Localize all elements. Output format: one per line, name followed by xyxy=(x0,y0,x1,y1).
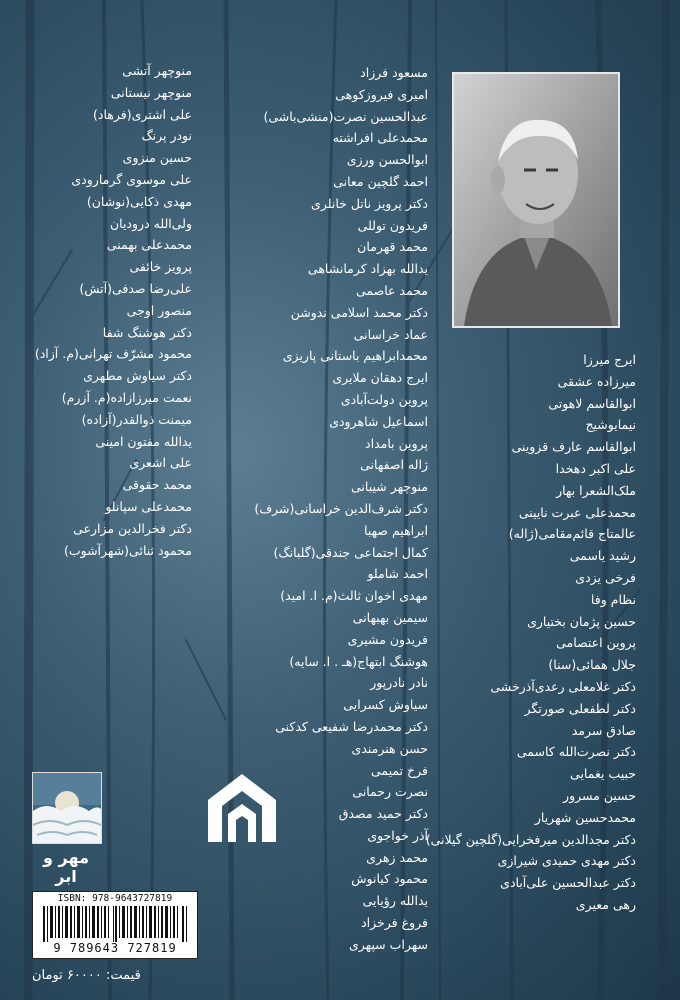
list-item: اسماعیل شاهرودی xyxy=(329,413,428,429)
publisher-name: مهر و ابر xyxy=(43,848,89,886)
list-item: ایرج میرزا xyxy=(583,352,636,367)
list-item: سیاوش کسرایی xyxy=(343,697,428,713)
publisher-logo xyxy=(32,772,102,844)
list-item: منوچهر شیبانی xyxy=(350,479,428,495)
list-item: دکتر شرف‌الدین خراسانی(شرف) xyxy=(254,500,428,516)
list-item: احمد گلچین معانی xyxy=(333,173,428,189)
list-item: امیری فیروزکوهی xyxy=(335,86,428,102)
list-item: سهراب سپهری xyxy=(348,936,428,952)
list-item: دکتر عبدالحسین علی‌آبادی xyxy=(500,875,636,891)
list-item: دکتر فخرالدین مزارعی xyxy=(73,520,192,536)
list-item: محمدعلی سپانلو xyxy=(105,498,192,514)
list-item: مهدی اخوان ثالث(م. ا. امید) xyxy=(280,588,428,604)
list-item: محمد حقوقی xyxy=(122,477,192,493)
list-item: نظام وفا xyxy=(590,591,636,607)
list-item: محمد عاصمی xyxy=(355,282,428,298)
list-item: فریدون مشیری xyxy=(347,631,428,647)
list-item: عماد خراسانی xyxy=(353,326,428,342)
list-item: یدالله مفتون امینی xyxy=(95,433,192,449)
list-item: ابوالقاسم عارف قزوینی xyxy=(511,439,636,455)
list-item: دکتر مجدالدین میرفخرایی(گلچین گیلانی) xyxy=(425,831,636,847)
list-item: نعمت میرزازاده(م. آزرم) xyxy=(61,389,192,405)
list-item: میرزاده عشقی xyxy=(557,373,636,389)
list-item: نودر پرنگ xyxy=(141,128,192,144)
list-item: ژاله اصفهانی xyxy=(360,457,428,473)
list-item: محمدعلی عبرت نایینی xyxy=(518,504,636,520)
list-item: محمدعلی بهمنی xyxy=(106,237,192,253)
list-item: مسعود فرزاد xyxy=(360,65,428,80)
list-item: کمال اجتماعی جندقی(گلبانگ) xyxy=(273,544,428,560)
isbn-text: ISBN: 978-9643727819 xyxy=(57,893,173,904)
list-item: رهی معیری xyxy=(575,896,636,912)
list-item: رشید یاسمی xyxy=(569,548,636,564)
list-item: صادق سرمد xyxy=(571,722,636,738)
list-item: حسین مسرور xyxy=(563,787,636,803)
list-item: محمدابراهیم باستانی پاریزی xyxy=(282,348,428,364)
list-item: آذر خواجوی xyxy=(367,827,428,843)
list-item: هوشنگ ابتهاج(هـ . ا. سایه) xyxy=(289,653,428,669)
list-item: محمد زهری xyxy=(366,849,428,865)
list-item: محمدحسین شهریار xyxy=(534,809,636,825)
list-item: حبیب یغمایی xyxy=(570,766,636,782)
list-item: احمد شاملو xyxy=(367,566,428,582)
list-item: علی اشعری xyxy=(129,455,192,471)
list-item: ابوالحسن ورزی xyxy=(346,152,428,168)
list-item: ابوالقاسم لاهوتی xyxy=(548,395,636,411)
list-item: دکتر محمدرضا شفیعی کدکنی xyxy=(275,718,428,734)
list-item: دکتر حمید مصدق xyxy=(338,806,428,822)
list-item: پروین بامداد xyxy=(365,435,428,451)
list-item: دکتر غلامعلی رعدی‌آذرخشی xyxy=(490,678,636,694)
list-item: پرویز خائفی xyxy=(129,259,192,275)
author-portrait xyxy=(452,72,620,328)
list-item: میمنت ذوالقدر(آزاده) xyxy=(81,411,192,427)
poet-list-left xyxy=(35,60,192,561)
list-item: یدالله بهزاد کرمانشاهی xyxy=(307,261,428,277)
list-item: محمود ثنائی(شهرآشوب) xyxy=(63,542,192,558)
list-item: محمد قهرمان xyxy=(357,239,428,255)
list-item: جلال همائی(سنا) xyxy=(548,657,636,673)
list-item: پروین دولت‌آبادی xyxy=(340,391,428,407)
list-item: یدالله رؤیایی xyxy=(362,893,428,909)
list-item: دکتر هوشنگ شفا xyxy=(102,324,192,340)
list-item: نصرت رحمانی xyxy=(352,784,428,800)
list-item: دکتر محمد اسلامی ندوشن xyxy=(290,304,428,320)
list-item: نیمایوشیج xyxy=(585,417,636,433)
list-item: دکتر نصرت‌الله کاسمی xyxy=(516,744,636,760)
list-item: ابراهیم صهبا xyxy=(364,522,428,538)
list-item: فروغ فرخزاد xyxy=(361,915,428,931)
list-item: دکتر مهدی حمیدی شیرازی xyxy=(497,853,636,869)
list-item: حسین منزوی xyxy=(122,150,192,166)
list-item: سیمین بهبهانی xyxy=(352,609,428,625)
list-item: فریدون توللی xyxy=(357,217,428,233)
list-item: دکتر لطفعلی صورتگر xyxy=(524,700,636,716)
list-item: محمود مشرّف تهرانی(م. آزاد) xyxy=(34,346,192,362)
poet-list-right xyxy=(426,349,636,916)
price-label: قیمت: ۶۰۰۰۰ تومان xyxy=(32,968,141,983)
list-item: عبدالحسین نصرت(منشی‌باشی) xyxy=(263,108,428,124)
list-item: دکتر پرویز ناتل خانلری xyxy=(311,195,428,211)
list-item: حسن هنرمندی xyxy=(351,740,428,756)
list-item: نادر نادرپور xyxy=(370,675,428,691)
list-item: منوچهر نیستانی xyxy=(110,84,192,100)
barcode-number: 9 789643 727819 xyxy=(53,941,177,955)
publisher-emblem-icon xyxy=(200,768,284,844)
list-item: ولی‌الله درودیان xyxy=(109,215,192,231)
barcode xyxy=(32,891,198,959)
list-item: پروین اعتصامی xyxy=(556,635,636,651)
list-item: محمود کیانوش xyxy=(351,871,428,887)
list-item: علی اشتری(فرهاد) xyxy=(93,106,192,122)
list-item: حسین پژمان بختیاری xyxy=(527,613,636,629)
list-item: عالمتاج قائم‌مقامی(ژاله) xyxy=(508,526,636,542)
list-item: دکتر سیاوش مطهری xyxy=(83,368,192,384)
list-item: علی‌رضا صدفی(آتش) xyxy=(79,280,192,296)
list-item: فرخی یزدی xyxy=(575,569,636,585)
list-item: ایرج دهقان ملایری xyxy=(332,370,428,386)
list-item: علی اکبر دهخدا xyxy=(555,460,636,476)
list-item: ملک‌الشعرا بهار xyxy=(556,482,636,498)
list-item: مهدی ذکایی(نوشان) xyxy=(86,193,192,209)
list-item: منصور اوجی xyxy=(126,302,192,318)
list-item: فرخ تمیمی xyxy=(370,762,428,778)
list-item: علی موسوی گرمارودی xyxy=(71,171,192,187)
list-item: منوچهر آتشی xyxy=(122,63,192,78)
list-item: محمدعلی افراشته xyxy=(332,130,428,146)
barcode-bars xyxy=(43,906,189,942)
